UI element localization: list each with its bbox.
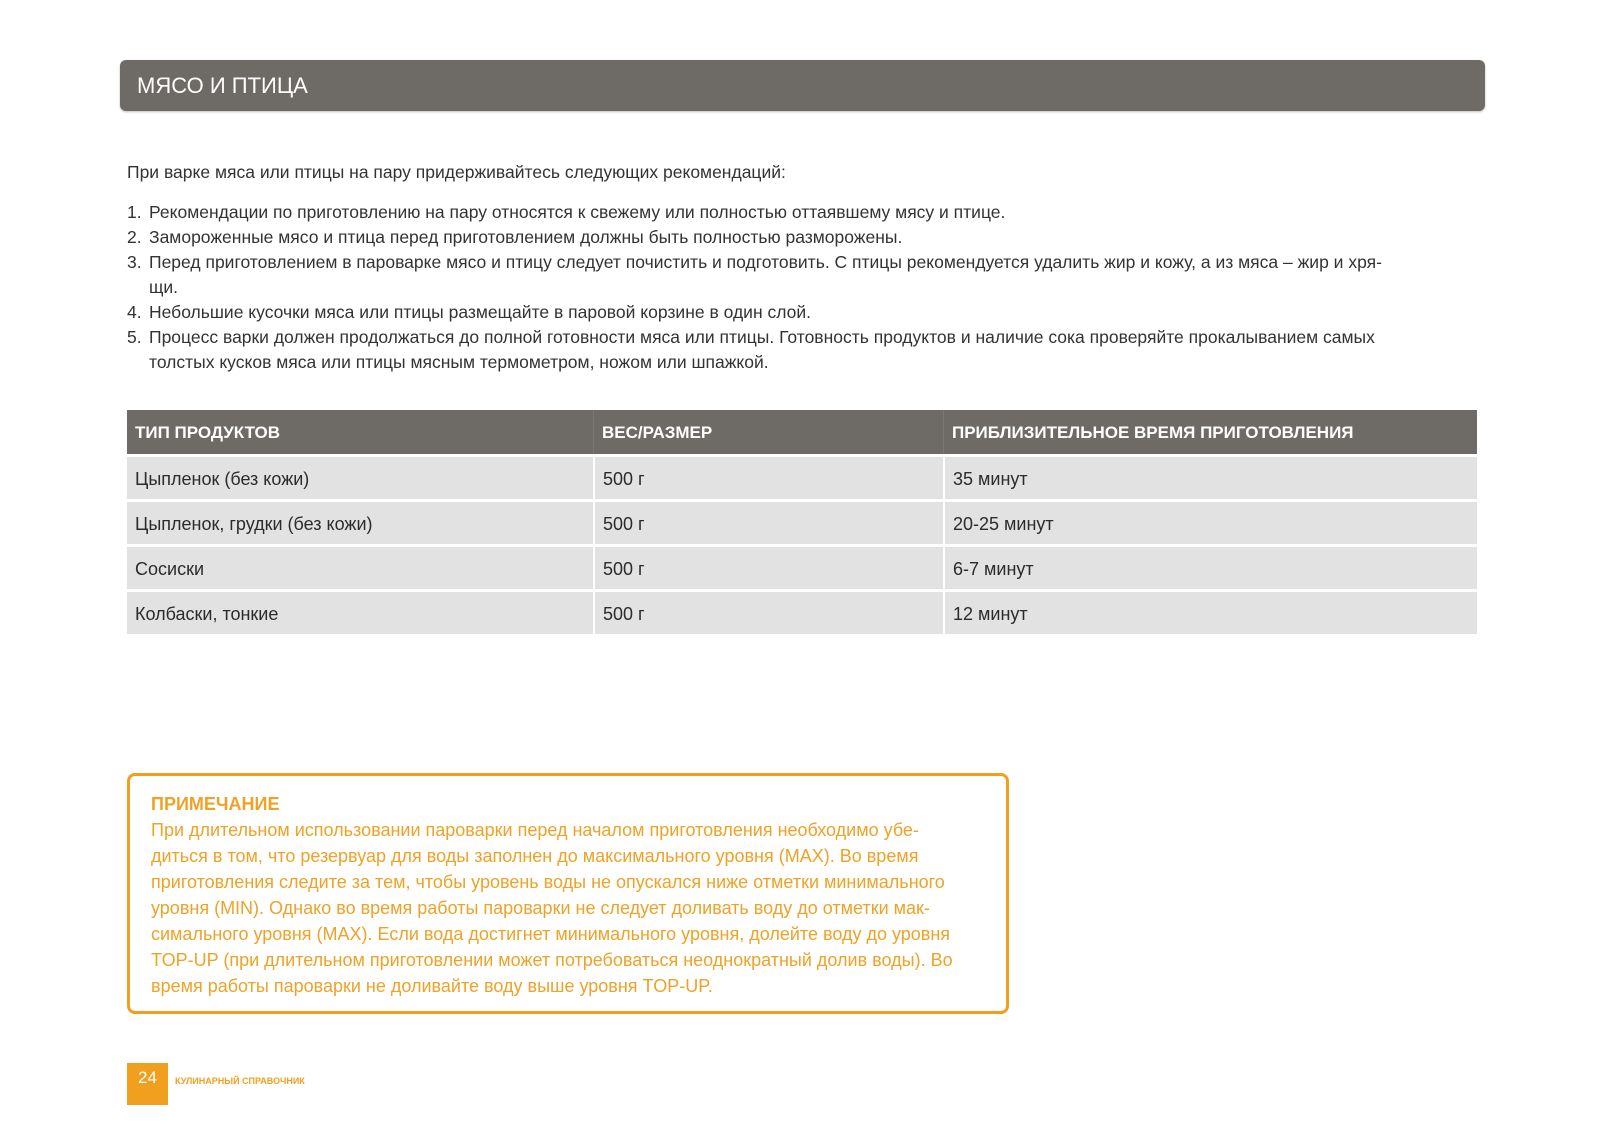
list-item-text: Перед приготовлением в пароварке мясо и птицу следует почистить и подготовить. С птицы рекомендуется удалить жир и кожу, а из мяса – жир и хря- [149, 252, 1382, 272]
table-row [127, 544, 1477, 589]
list-item-text: щи. [149, 277, 179, 297]
list-item-number: 5. [127, 327, 142, 347]
section-title: МЯСО И ПТИЦА [137, 73, 308, 98]
list-item [127, 225, 1382, 250]
list-item-number: 4. [127, 302, 142, 322]
cell-weight: 500 г [593, 544, 943, 589]
cell-cooking-time: 20-25 минут [943, 499, 1477, 544]
footer-label: КУЛИНАРНЫЙ СПРАВОЧНИК [175, 1076, 305, 1086]
table-header-row [127, 410, 1477, 454]
table-row [127, 499, 1477, 544]
cooking-time-table [127, 410, 1477, 634]
column-header-product-type: ТИП ПРОДУКТОВ [127, 410, 593, 454]
list-item-text: Небольшие кусочки мяса или птицы размещайте в паровой корзине в один слой. [149, 302, 812, 322]
column-header-cooking-time: ПРИБЛИЗИТЕЛЬНОЕ ВРЕМЯ ПРИГОТОВЛЕНИЯ [943, 410, 1477, 454]
cell-weight: 500 г [593, 454, 943, 499]
list-item [127, 250, 1382, 300]
cell-product-type: Колбаски, тонкие [127, 589, 593, 634]
list-item-text: Процесс варки должен продолжаться до полной готовности мяса или птицы. Готовность продуктов и наличие сока проверяйте прокалыванием самых [149, 327, 1375, 347]
cell-weight: 500 г [593, 589, 943, 634]
note-text-line: приготовления следите за тем, чтобы уровень воды не опускался ниже отметки минимального [151, 872, 945, 892]
cell-cooking-time: 35 минут [943, 454, 1477, 499]
note-text-line: диться в том, что резервуар для воды заполнен до максимального уровня (MAX). Во время [151, 846, 919, 866]
cell-product-type: Сосиски [127, 544, 593, 589]
section-header-bar [120, 60, 1485, 111]
note-box [127, 773, 1009, 1014]
note-text-line: TOP-UP (при длительном приготовлении может потребоваться неоднократный долив воды). Во [151, 950, 953, 970]
cell-cooking-time: 12 минут [943, 589, 1477, 634]
list-item-number: 2. [127, 227, 142, 247]
list-item-number: 3. [127, 252, 142, 272]
list-item [127, 325, 1382, 375]
note-text-line: уровня (MIN). Однако во время работы пароварки не следует доливать воду до отметки мак- [151, 898, 930, 918]
table-row [127, 589, 1477, 634]
recommendations-list [127, 200, 1382, 375]
cell-weight: 500 г [593, 499, 943, 544]
table-row [127, 454, 1477, 499]
list-item-text: Рекомендации по приготовлению на пару относятся к свежему или полностью оттаявшему мясу и птице. [149, 202, 1006, 222]
list-item-text: толстых кусков мяса или птицы мясным термометром, ножом или шпажкой. [149, 352, 769, 372]
cell-cooking-time: 6-7 минут [943, 544, 1477, 589]
list-item-number: 1. [127, 202, 142, 222]
note-title: ПРИМЕЧАНИЕ [151, 794, 280, 814]
list-item [127, 300, 1382, 325]
note-text-line: При длительном использовании пароварки перед началом приготовления необходимо убе- [151, 820, 919, 840]
list-item [127, 200, 1382, 225]
note-text-line: время работы пароварки не доливайте воду выше уровня TOP-UP. [151, 976, 713, 996]
intro-text: При варке мяса или птицы на пару придерживайтесь следующих рекомендаций: [127, 162, 786, 182]
column-header-weight: ВЕС/РАЗМЕР [593, 410, 943, 454]
page-number: 24 [127, 1063, 168, 1105]
note-text-line: симального уровня (MAX). Если вода достигнет минимального уровня, долейте воду до уровня [151, 924, 951, 944]
list-item-text: Замороженные мясо и птица перед приготовлением должны быть полностью разморожены. [149, 227, 903, 247]
cell-product-type: Цыпленок, грудки (без кожи) [127, 499, 593, 544]
cell-product-type: Цыпленок (без кожи) [127, 454, 593, 499]
